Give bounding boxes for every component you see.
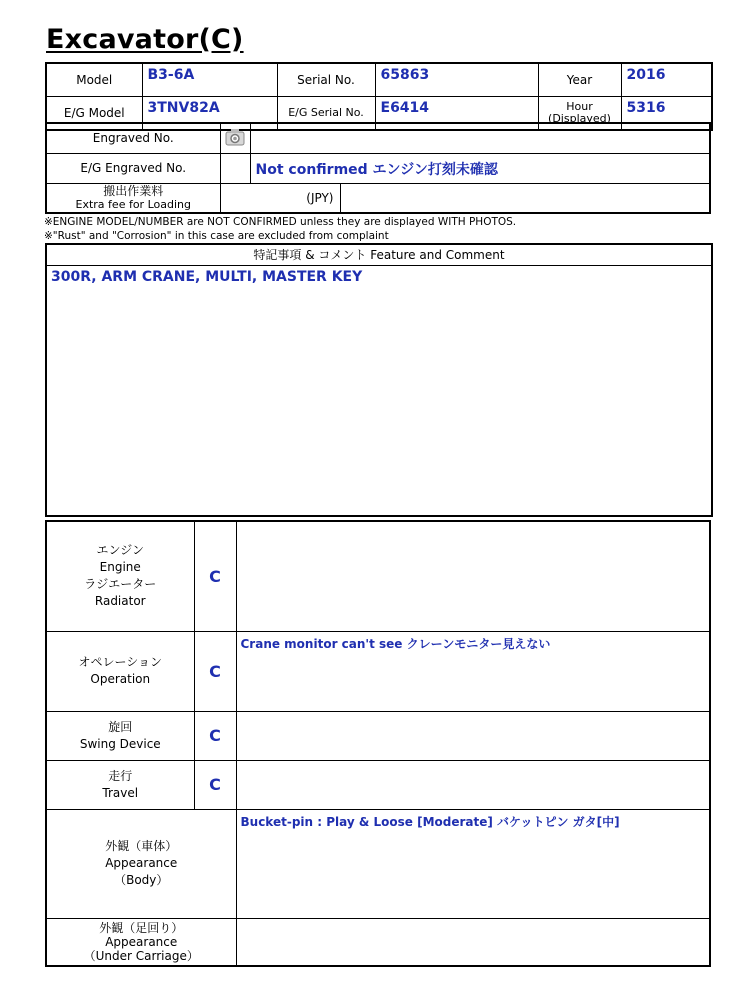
inspection-table [45, 520, 711, 967]
feature-header: 特記事項 & コメント Feature and Comment [47, 245, 711, 266]
category-swing [46, 711, 194, 760]
currency-label: (JPY) [220, 183, 340, 213]
category-en: （Body） [114, 873, 169, 887]
grade-engine: C [194, 521, 236, 631]
eg-serial-value: E6414 [375, 97, 538, 131]
year-label: Year [538, 63, 621, 97]
model-value: B3-6A [142, 63, 277, 97]
inspection-row-appearance-undercarriage [46, 918, 710, 966]
eg-model-label: E/G Model [46, 97, 142, 131]
feature-comment-box [45, 243, 713, 517]
feature-text: 300R, ARM CRANE, MULTI, MASTER KEY [51, 269, 363, 285]
comment-engine [236, 521, 710, 631]
inspection-row-appearance-body [46, 809, 710, 918]
extra-fee-value [340, 183, 710, 213]
comment-travel [236, 760, 710, 809]
hour-label-line2: (Displayed) [548, 112, 611, 125]
category-en: Swing Device [79, 736, 161, 751]
extra-fee-label [46, 183, 220, 213]
comment-swing [236, 711, 710, 760]
note-rust: ※"Rust" and "Corrosion" in this case are excluded from complaint [44, 230, 389, 242]
model-label: Model [46, 63, 142, 97]
category-en: Appearance [105, 934, 178, 949]
category-jp: オペレーション [78, 655, 163, 669]
category-en: Engine [99, 560, 141, 575]
category-jp: エンジン [96, 543, 144, 558]
engraved-photo-cell[interactable] [220, 123, 250, 153]
eg-model-value: 3TNV82A [142, 97, 277, 131]
category-en: Operation [90, 672, 151, 686]
category-jp: 旋回 [108, 719, 133, 734]
comment-operation: Crane monitor can't see クレーンモニター見えない [236, 631, 710, 711]
comment-appearance-undercarriage [236, 918, 710, 966]
engraved-table [45, 122, 711, 214]
category-jp: 走行 [108, 768, 133, 783]
category-jp: 外観（車体） [105, 839, 178, 853]
category-en: Travel [102, 785, 139, 800]
serial-label: Serial No. [277, 63, 375, 97]
category-en: Radiator [94, 594, 146, 609]
eg-engraved-photo-cell [220, 153, 250, 183]
category-appearance-body [46, 809, 236, 918]
category-engine [46, 521, 194, 631]
engraved-label: Engraved No. [46, 123, 220, 153]
inspection-row-operation [46, 631, 710, 711]
extra-fee-label-jp: 搬出作業料 [103, 183, 164, 198]
extra-fee-label-en: Extra fee for Loading [75, 197, 191, 211]
category-en: Appearance [105, 856, 178, 870]
hour-value: 5316 [621, 97, 712, 131]
hour-label-line1: Hour [566, 100, 593, 113]
category-appearance-undercarriage [46, 918, 236, 966]
note-engine: ※ENGINE MODEL/NUMBER are NOT CONFIRMED unless they are displayed WITH PHOTOS. [44, 216, 517, 228]
grade-travel: C [194, 760, 236, 809]
eg-serial-label: E/G Serial No. [277, 97, 375, 131]
inspection-row-swing [46, 711, 710, 760]
inspection-row-engine [46, 521, 710, 631]
grade-operation: C [194, 631, 236, 711]
machine-info-table [45, 62, 713, 131]
category-travel [46, 760, 194, 809]
category-operation [46, 631, 194, 711]
comment-appearance-body: Bucket-pin : Play & Loose [Moderate] バケットピン ガタ[中] [236, 809, 710, 918]
page-title: Excavator(C) [46, 24, 244, 55]
category-en: （Under Carriage） [83, 948, 199, 963]
serial-value: 65863 [375, 63, 538, 97]
year-value: 2016 [621, 63, 712, 97]
inspection-row-travel [46, 760, 710, 809]
category-jp: 外観（足回り） [99, 920, 184, 935]
camera-icon[interactable] [224, 126, 246, 151]
eg-engraved-value: Not confirmed エンジン打刻未確認 [250, 153, 710, 183]
eg-engraved-label: E/G Engraved No. [46, 153, 220, 183]
category-jp: ラジエーター [84, 577, 157, 592]
grade-swing: C [194, 711, 236, 760]
